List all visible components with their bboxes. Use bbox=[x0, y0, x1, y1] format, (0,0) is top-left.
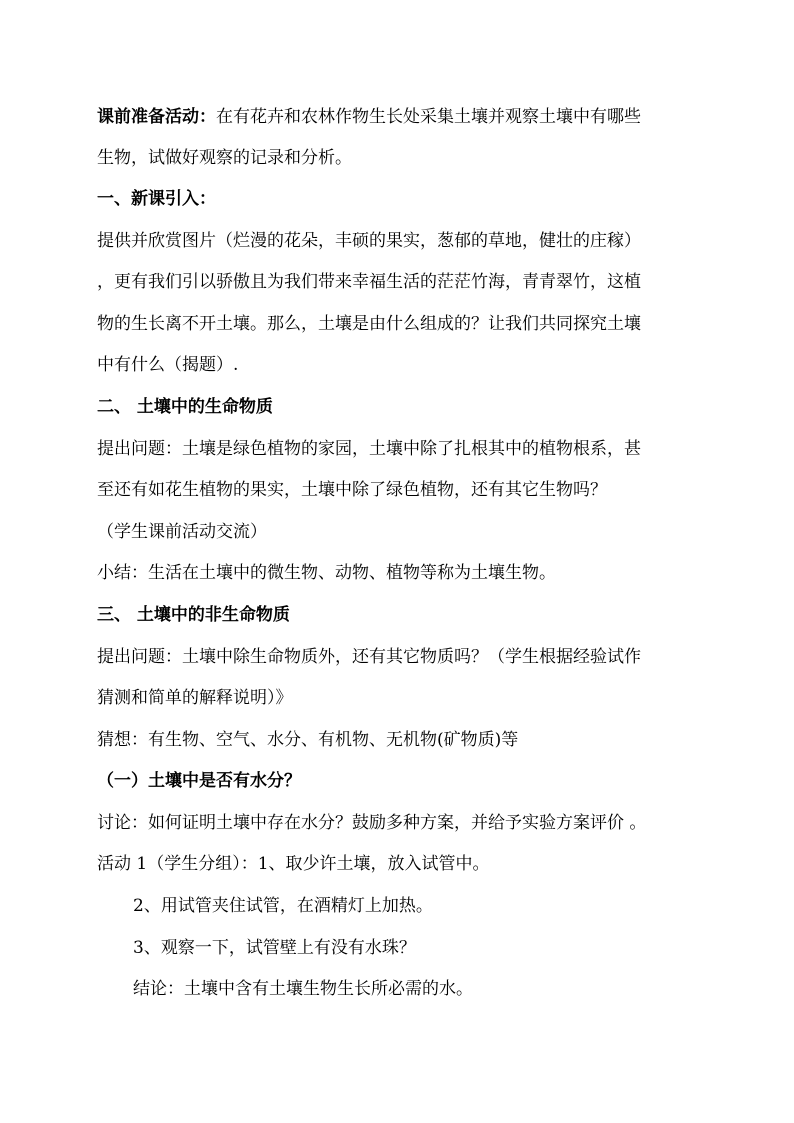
paragraph-line: 至还有如花生植物的果实，土壤中除了绿色植物，还有其它生物吗？ bbox=[97, 480, 607, 500]
paragraph-line: （学生课前活动交流） bbox=[97, 522, 267, 542]
paragraph-line: 提出问题：土壤中除生命物质外，还有其它物质吗？（学生根据经验试作 bbox=[97, 647, 641, 667]
paragraph-line: 中有什么（揭题）. bbox=[97, 355, 239, 375]
indented-step-line: 3、观察一下，试管壁上有没有水珠？ bbox=[133, 938, 416, 958]
paragraph-line: 猜想：有生物、空气、水分、有机物、无机物(矿物质)等 bbox=[97, 730, 519, 750]
section-heading-living-matter: 二、 土壤中的生命物质 bbox=[97, 397, 273, 417]
indented-step-line: 2、用试管夹住试管，在酒精灯上加热。 bbox=[133, 896, 433, 916]
paragraph-line: ，更有我们引以骄傲且为我们带来幸福生活的茫茫竹海，青青翠竹，这植 bbox=[97, 272, 641, 292]
prep-text: 在有花卉和农林作物生长处采集土壤并观察土壤中有哪些 bbox=[216, 107, 641, 127]
paragraph-line: 提出问题：土壤是绿色植物的家园，土壤中除了扎根其中的植物根系，甚 bbox=[97, 439, 641, 459]
paragraph-line: 提供并欣赏图片（烂漫的花朵，丰硕的果实，葱郁的草地，健壮的庄稼） bbox=[97, 231, 641, 251]
paragraph-line: 小结：生活在土壤中的微生物、动物、植物等称为土壤生物。 bbox=[97, 563, 556, 583]
subsection-heading-water: （一）土壤中是否有水分？ bbox=[97, 771, 301, 791]
paragraph-line: 活动 1（学生分组）：1、取少许土壤，放入试管中。 bbox=[97, 854, 490, 874]
prep-line-2: 生物，试做好观察的记录和分析。 bbox=[97, 148, 352, 168]
paragraph-line: 讨论：如何证明土壤中存在水分？鼓励多种方案，并给予实验方案评价 。 bbox=[97, 813, 647, 833]
section-heading-nonliving-matter: 三、 土壤中的非生命物质 bbox=[97, 605, 290, 625]
section-heading-intro: 一、新课引入： bbox=[97, 189, 216, 209]
prep-line-1 bbox=[97, 105, 717, 129]
indented-conclusion-line: 结论：土壤中含有土壤生物生长所必需的水。 bbox=[133, 979, 473, 999]
paragraph-line: 猜测和简单的解释说明）》 bbox=[97, 688, 293, 708]
paragraph-line: 物的生长离不开土壤。那么，土壤是由什么组成的？让我们共同探究土壤 bbox=[97, 314, 641, 334]
prep-label: 课前准备活动： bbox=[97, 107, 216, 127]
